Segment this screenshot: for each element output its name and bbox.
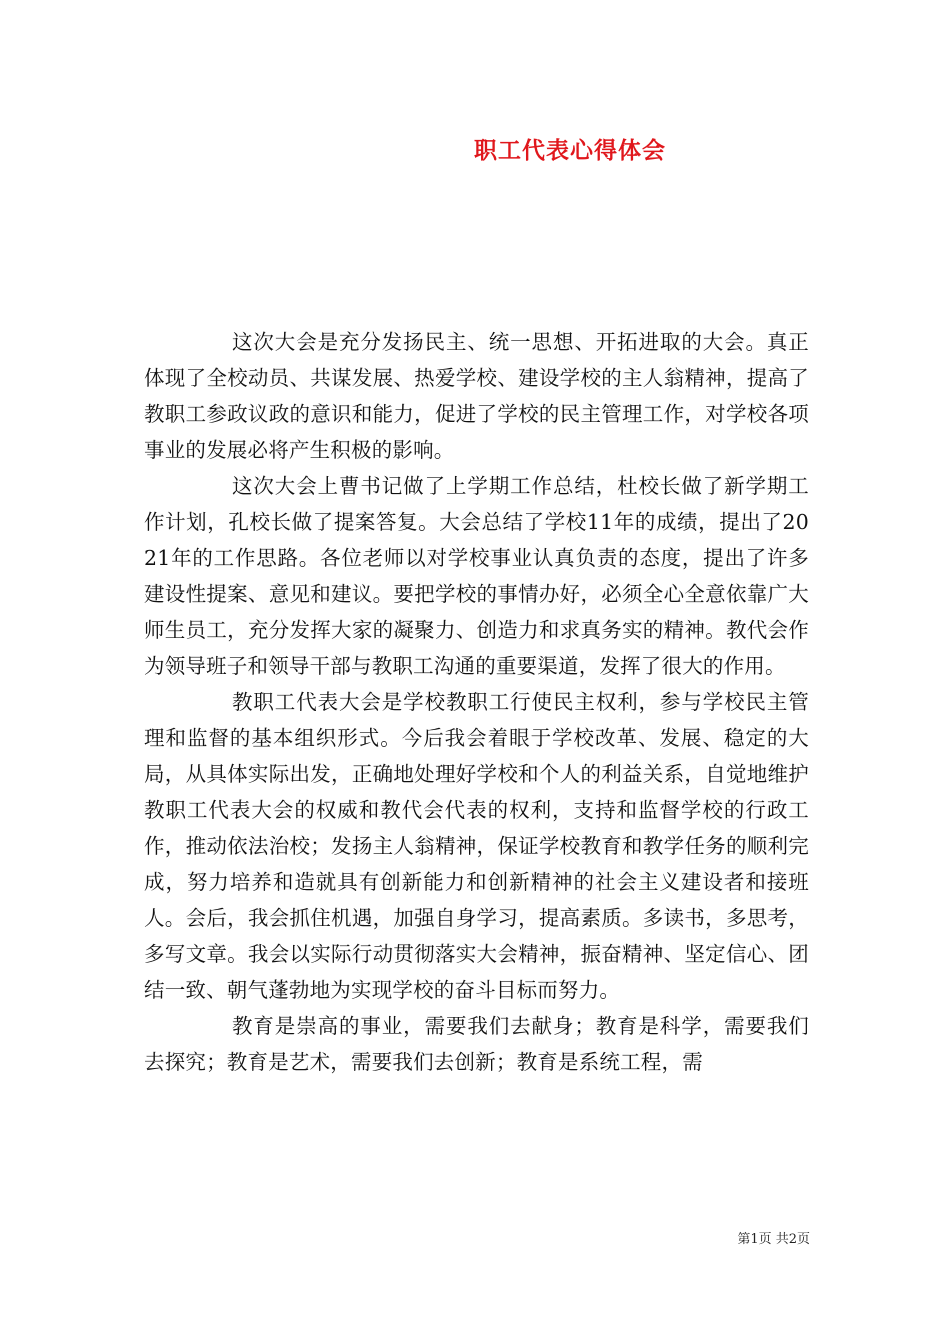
document-body — [144, 324, 809, 1080]
paragraph-1: 这次大会是充分发扬民主、统一思想、开拓进取的大会。真正体现了全校动员、共谋发展、热爱学校、建设学校的主人翁精神，提高了教职工参政议政的意识和能力，促进了学校的民主管理工作，对学校各项事业的发展必将产生积极的影响。 — [144, 330, 809, 462]
document-title: 职工代表心得体会 — [474, 137, 666, 164]
paragraph-3: 教职工代表大会是学校教职工行使民主权利，参与学校民主管理和监督的基本组织形式。今后我会着眼于学校改革、发展、稳定的大局，从具体实际出发，正确地处理好学校和个人的利益关系，自觉地维护教职工代表大会的权威和教代会代表的权利，支持和监督学校的行政工作，推动依法治校；发扬主人翁精神，保证学校教育和教学任务的顺利完成，努力培养和造就具有创新能力和创新精神的社会主义建设者和接班人。会后，我会抓住机遇，加强自身学习，提高素质。多读书，多思考，多写文章。我会以实际行动贯彻落实大会精神，振奋精神、坚定信心、团结一致、朝气蓬勃地为实现学校的奋斗目标而努力。 — [144, 690, 809, 1002]
page-number-footer: 第1页 共2页 — [737, 1232, 810, 1247]
paragraph-4: 教育是崇高的事业，需要我们去献身；教育是科学，需要我们去探究；教育是艺术，需要我们去创新；教育是系统工程，需 — [144, 1014, 809, 1074]
paragraph-2: 这次大会上曹书记做了上学期工作总结，杜校长做了新学期工作计划，孔校长做了提案答复。大会总结了学校11年的成绩，提出了2021年的工作思路。各位老师以对学校事业认真负责的态度，提出了许多建设性提案、意见和建议。要把学校的事情办好，必须全心全意依靠广大师生员工，充分发挥大家的凝聚力、创造力和求真务实的精神。教代会作为领导班子和领导干部与教职工沟通的重要渠道，发挥了很大的作用。 — [144, 474, 809, 678]
